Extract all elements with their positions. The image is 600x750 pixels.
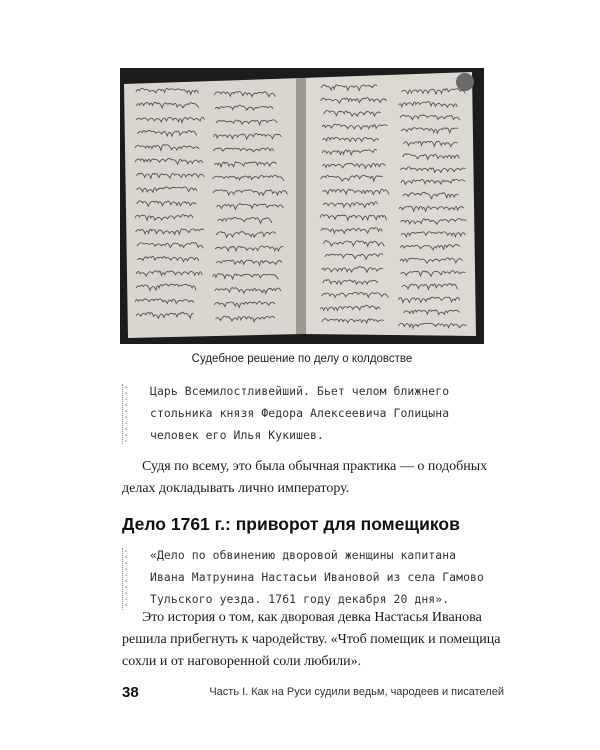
body-paragraph (122, 456, 502, 500)
manuscript-photo (120, 68, 484, 344)
quote-line: человек его Илья Кукишев. (150, 428, 324, 442)
page-number: 38 (122, 684, 139, 701)
section-heading: Дело 1761 г.: приворот для помещиков (122, 514, 460, 534)
paragraph-line: решила прибегнуть к чародейству. «Чтоб помещик и помещица (122, 632, 501, 647)
body-paragraph (122, 607, 502, 673)
photo-caption: Судебное решение по делу о колдовстве (191, 353, 413, 365)
quote-bar (122, 384, 129, 444)
running-title: Часть I. Как на Руси судили ведьм, чародеев и писателей (209, 686, 504, 698)
quote-line: Тульского уезда. 1761 году декабря 20 дня». (150, 592, 450, 606)
quote-line: Царь Всемилостливейший. Бьет челом ближнего (150, 384, 450, 398)
archival-quote (150, 380, 502, 446)
quote-line: Ивана Матрунина Настасьи Ивановой из села Гамово (150, 570, 484, 584)
quote-line: стольника князя Федора Алексеевича Голицына (150, 406, 450, 420)
manuscript-image (120, 68, 484, 344)
paragraph-line: делах докладывать лично императору. (122, 481, 350, 496)
paragraph-line: сохли и от наговоренной соли любили». (122, 654, 362, 669)
archival-quote (150, 544, 502, 610)
quote-line: «Дело по обвинению дворовой женщины капитана (150, 548, 457, 562)
paragraph-line: Судя по всему, это была обычная практика — о подобных (142, 459, 488, 474)
quote-bar (122, 548, 129, 610)
paragraph-line: Это история о том, как дворовая девка Настасья Иванова (142, 610, 482, 625)
